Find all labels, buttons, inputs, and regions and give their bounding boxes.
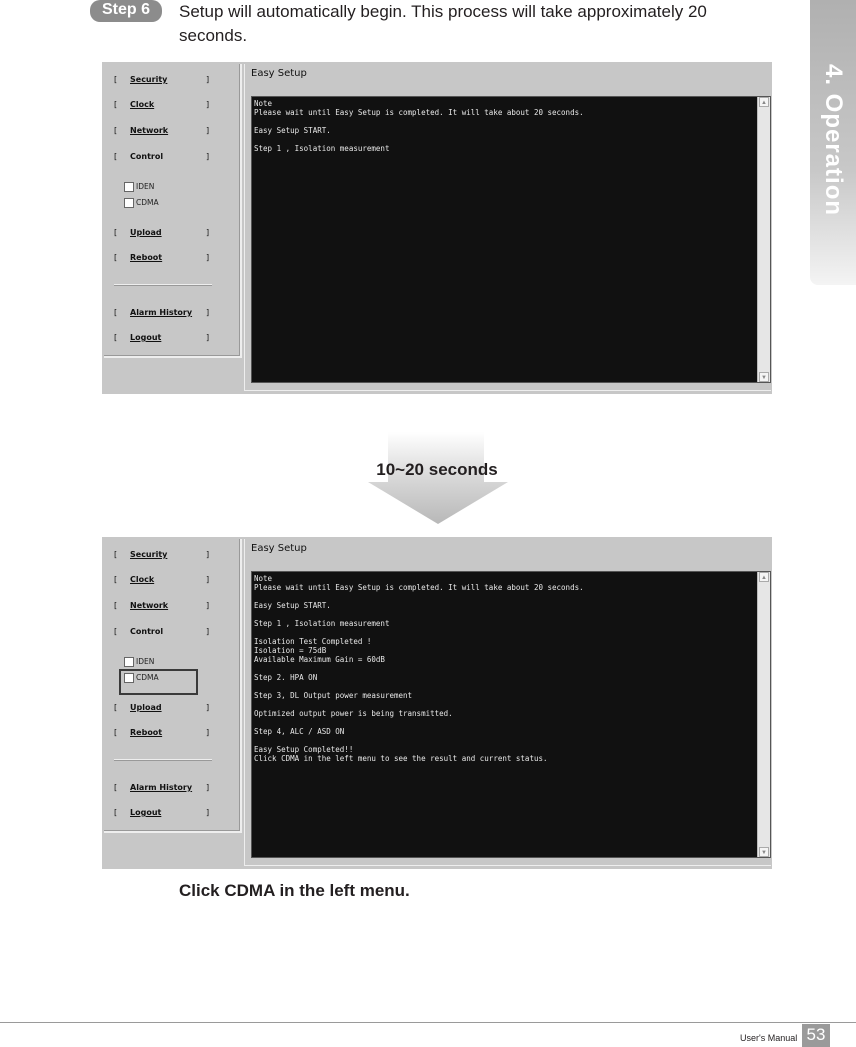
menu-item-label: Alarm History — [130, 783, 193, 792]
console-output[interactable] — [251, 96, 771, 383]
panel-title: Easy Setup — [251, 68, 307, 79]
footer-divider — [0, 1022, 856, 1023]
menu-item-label: Clock — [130, 100, 155, 109]
menu-item-label: Security — [130, 75, 168, 84]
menu-item-logout[interactable]: [ Logout ] — [114, 808, 210, 817]
step-description: Setup will automatically begin. This process will take approximately 20 seconds. — [179, 2, 707, 45]
left-menu — [104, 64, 242, 358]
menu-divider — [114, 284, 212, 286]
arrow-label: 10~20 seconds — [376, 460, 498, 479]
chapter-tab-label: 4. Operation — [820, 63, 847, 217]
checkbox-iden[interactable] — [124, 657, 154, 669]
menu-item-label: Alarm History — [130, 308, 193, 317]
panel-title: Easy Setup — [251, 543, 307, 554]
easy-setup-panel — [244, 64, 771, 391]
menu-item-alarm-history[interactable]: [ Alarm History ] — [114, 783, 210, 792]
console-text: Note Please wait until Easy Setup is completed. It will take about 20 seconds. Easy Setup START. Step 1 , Isolation measurement — [254, 99, 584, 153]
menu-item-clock[interactable]: [ Clock ] — [114, 575, 210, 584]
menu-divider — [114, 759, 212, 761]
scroll-down-icon[interactable]: ▼ — [759, 847, 769, 857]
menu-item-control[interactable]: [ Control ] — [114, 152, 210, 161]
menu-item-label: Logout — [130, 333, 162, 342]
menu-item-label: Upload — [130, 703, 162, 712]
menu-item-label: Logout — [130, 808, 162, 817]
checkbox-box[interactable] — [124, 657, 134, 667]
easy-setup-panel — [244, 539, 771, 866]
checkbox-box[interactable] — [124, 198, 134, 208]
checkbox-iden[interactable] — [124, 182, 154, 194]
scrollbar[interactable] — [757, 572, 770, 857]
checkbox-label: CDMA — [136, 198, 159, 207]
scroll-down-icon[interactable]: ▼ — [759, 372, 769, 382]
figure-caption: Click CDMA in the left menu. — [179, 881, 410, 900]
menu-item-network[interactable]: [ Network ] — [114, 126, 210, 135]
menu-item-label: Control — [130, 627, 164, 636]
menu-item-label: Network — [130, 601, 169, 610]
menu-item-network[interactable]: [ Network ] — [114, 601, 210, 610]
chapter-tab — [810, 0, 856, 285]
checkbox-label: IDEN — [136, 182, 155, 191]
step-badge: Step 6 — [90, 0, 162, 22]
menu-item-control[interactable]: [ Control ] — [114, 627, 210, 636]
menu-item-alarm-history[interactable]: [ Alarm History ] — [114, 308, 210, 317]
menu-item-label: Security — [130, 550, 168, 559]
menu-item-label: Reboot — [130, 253, 163, 262]
checkbox-label: IDEN — [136, 657, 155, 666]
cdma-highlight-box — [119, 669, 198, 695]
console-output[interactable] — [251, 571, 771, 858]
screenshot-before — [102, 62, 772, 394]
menu-item-label: Clock — [130, 575, 155, 584]
menu-item-security[interactable]: [ Security ] — [114, 550, 210, 559]
scroll-up-icon[interactable]: ▲ — [759, 572, 769, 582]
menu-item-reboot[interactable]: [ Reboot ] — [114, 728, 210, 737]
menu-item-upload[interactable]: [ Upload ] — [114, 703, 210, 712]
menu-item-security[interactable]: [ Security ] — [114, 75, 210, 84]
footer-label: User's Manual — [740, 1033, 798, 1043]
console-text: Note Please wait until Easy Setup is completed. It will take about 20 seconds. Easy Setup START. Step 1 , Isolation measurement Isolation Test Completed ! Isolation = 75dB Available Maximum Gain = 60dB Step 2. HPA ON Step 3, DL Output power measurement Optimized output power is being transmitted. Step 4, ALC / ASD ON Easy Setup Completed!! Click CDMA in the left menu to see the result and current status. — [254, 574, 584, 763]
menu-item-logout[interactable]: [ Logout ] — [114, 333, 210, 342]
page-number: 53 — [802, 1024, 830, 1047]
checkbox-cdma[interactable] — [124, 198, 159, 210]
checkbox-box[interactable] — [124, 182, 134, 192]
menu-item-upload[interactable]: [ Upload ] — [114, 228, 210, 237]
menu-item-clock[interactable]: [ Clock ] — [114, 100, 210, 109]
menu-item-label: Reboot — [130, 728, 163, 737]
left-menu — [104, 539, 242, 833]
menu-item-label: Network — [130, 126, 169, 135]
menu-item-label: Control — [130, 152, 164, 161]
menu-item-label: Upload — [130, 228, 162, 237]
menu-item-reboot[interactable]: [ Reboot ] — [114, 253, 210, 262]
checkbox-label: CDMA — [136, 673, 159, 682]
screenshot-after — [102, 537, 772, 869]
scrollbar[interactable] — [757, 97, 770, 382]
scroll-up-icon[interactable]: ▲ — [759, 97, 769, 107]
